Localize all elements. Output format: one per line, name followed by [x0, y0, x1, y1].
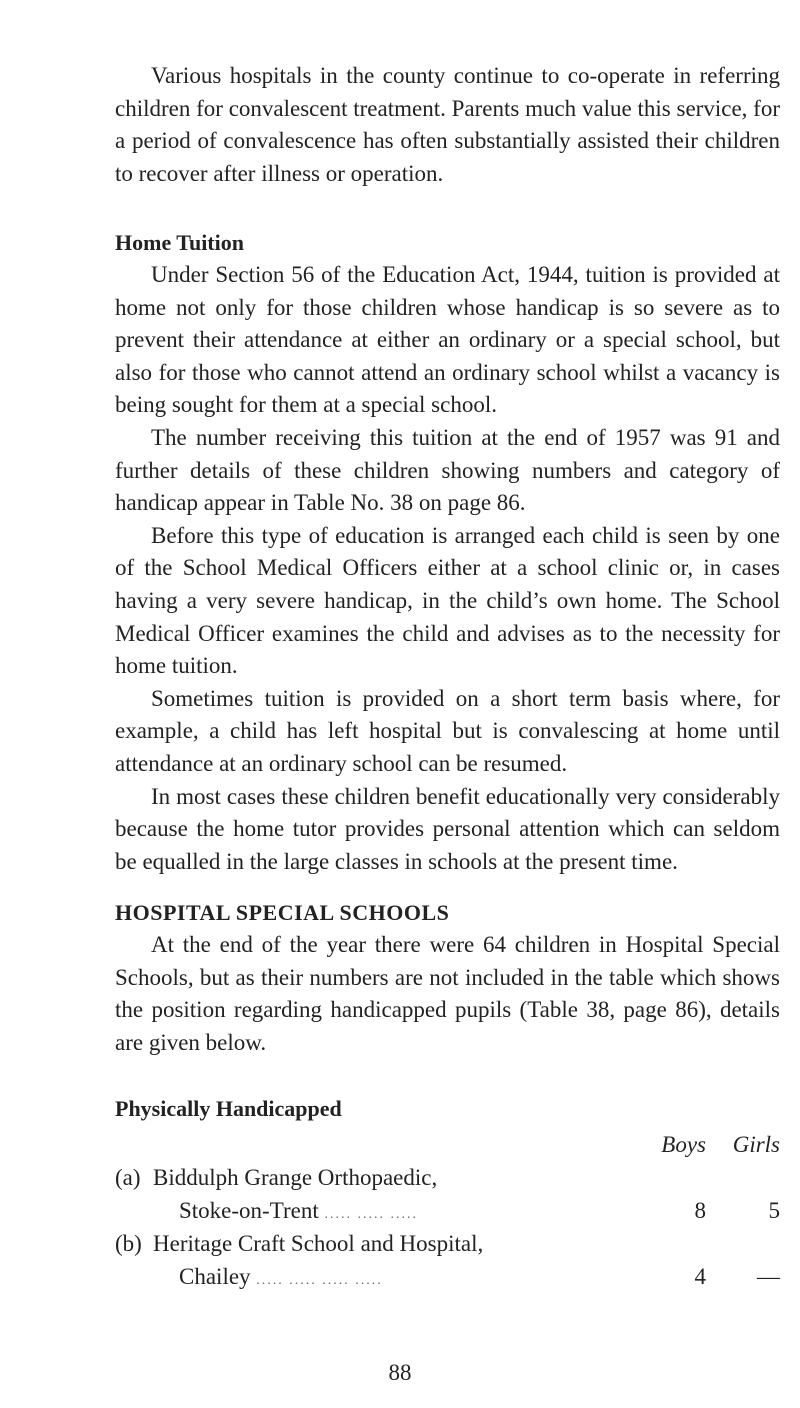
home-tuition-paragraph-2: The number receiving this tuition at the end of 1957 was 91 and further details of these children showing numbers and category of handicap appear in Table No. 38 on page 86. — [115, 424, 780, 516]
home-tuition-section — [115, 227, 780, 878]
leader-dots: ..... ..... ..... — [324, 1207, 418, 1222]
girls-header: Girls — [732, 1132, 780, 1157]
table-row — [115, 1158, 780, 1191]
home-tuition-paragraph-3: Before this type of education is arranged each child is seen by one of the School Medical Officers either at a school clinic or, in cases having a very severe handicap, in the child’s own home. The School Medical Officer examines the child and advises as to the necessity for home tuition. — [115, 522, 780, 679]
girls-count: — — [757, 1264, 780, 1289]
home-tuition-paragraph-4: Sometimes tuition is provided on a short term basis where, for example, a child has left hospital but is convalescing at home until attendance at an ordinary school can be resumed. — [115, 685, 780, 776]
row-letter: (a) — [115, 1165, 141, 1190]
table-header-row — [115, 1125, 780, 1158]
intro-paragraph: Various hospitals in the county continue to co-operate in referring children for convalescent treatment. Parents much value this service, for a period of convalescence has often substantially assisted their children to recover after illness or operation. — [115, 63, 780, 186]
physically-handicapped-section — [115, 1093, 780, 1290]
school-name: Heritage Craft School and Hospital, — [153, 1231, 484, 1256]
school-name: Biddulph Grange Orthopaedic, — [153, 1165, 438, 1190]
home-tuition-heading: Home Tuition — [115, 230, 244, 255]
school-place-cell — [153, 1191, 646, 1224]
girls-count: 5 — [768, 1198, 780, 1223]
table-row — [115, 1257, 780, 1290]
home-tuition-paragraph-5: In most cases these children benefit educationally very considerably because the home tutor provides personal attention which can seldom be equalled in the large classes in schools at the present time. — [115, 783, 780, 874]
table-row — [115, 1191, 780, 1224]
leader-dots: ..... ..... ..... ..... — [256, 1273, 383, 1288]
intro-section — [115, 60, 780, 190]
physically-handicapped-heading: Physically Handicapped — [115, 1096, 342, 1121]
hospital-schools-paragraph: At the end of the year there were 64 children in Hospital Special Schools, but as their numbers are not included in the table which shows the position regarding handicapped pupils (Table 38, page 86), details are given below. — [115, 932, 780, 1055]
row-letter: (b) — [115, 1231, 142, 1256]
page-number: 88 — [388, 1360, 412, 1385]
hospital-table — [115, 1125, 780, 1290]
home-tuition-paragraph-1: Under Section 56 of the Education Act, 1944, tuition is provided at home not only for those children whose handicap is so severe as to prevent their attendance at either an ordinary or a special school, but also for those who cannot attend an ordinary school whilst a vacancy is being sought for them at a special school. — [115, 262, 780, 418]
school-place-cell — [153, 1257, 646, 1290]
school-place: Chailey — [179, 1264, 251, 1289]
boys-header: Boys — [661, 1132, 706, 1157]
boys-count: 8 — [694, 1198, 706, 1223]
hospital-schools-section — [115, 897, 780, 1059]
school-place: Stoke-on-Trent — [179, 1198, 319, 1223]
table-row — [115, 1224, 780, 1257]
hospital-schools-heading: HOSPITAL SPECIAL SCHOOLS — [115, 900, 450, 925]
boys-count: 4 — [694, 1264, 706, 1289]
